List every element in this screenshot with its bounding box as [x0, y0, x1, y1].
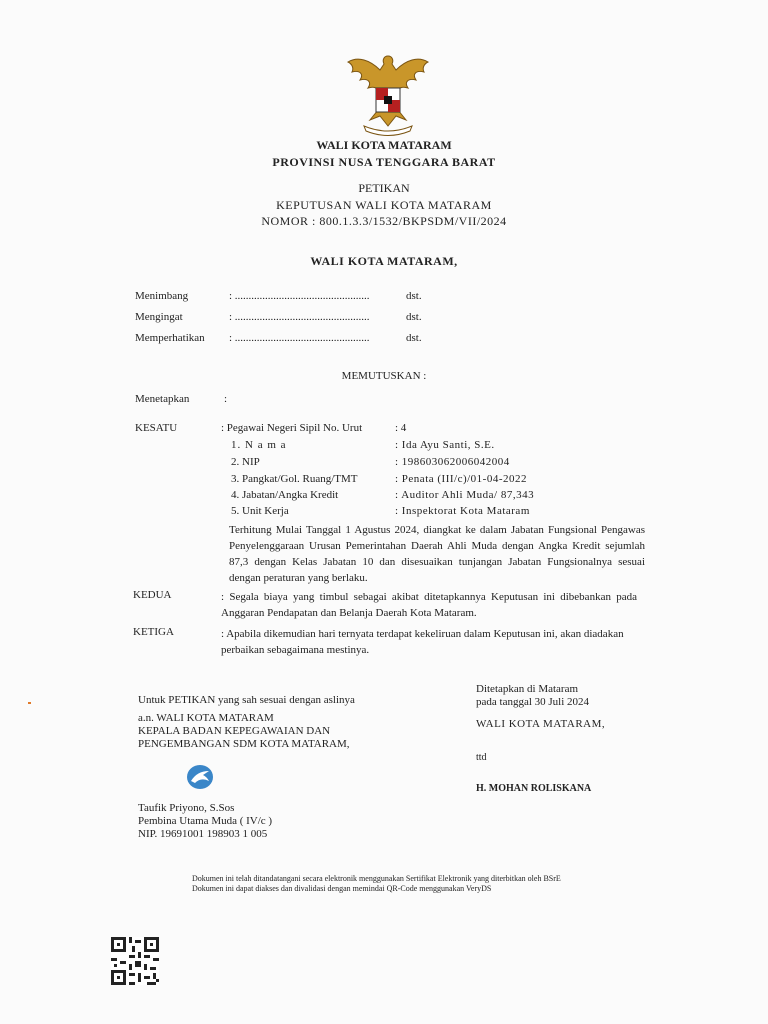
menetapkan-label: Menetapkan: [135, 393, 190, 405]
preamble-dst: dst.: [406, 290, 422, 302]
preamble-dst: dst.: [406, 332, 422, 344]
ketiga-text: : Apabila dikemudian hari ternyata terdapat kekeliruan dalam Keputusan ini, akan diadakan perbaikan sebagaimana mestinya.: [221, 628, 624, 656]
signer-line-3: PENGEMBANGAN SDM KOTA MATARAM,: [138, 738, 350, 750]
petikan-label: PETIKAN: [358, 181, 410, 195]
item-value: : Ida Ayu Santi, S.E.: [395, 439, 495, 451]
item-label: 2. NIP: [231, 456, 260, 468]
kesatu-paragraph: Terhitung Mulai Tanggal 1 Agustus 2024, diangkat ke dalam Jabatan Fungsional Pengawas Penyelenggaraan Urusan Pemerintahan Daerah Ahli Muda dengan Angka Kredit sejumlah 87,3 dengan Kelas Jabatan 10 dan disesuaikan tunjangan Jabatan Fungsionalnya sesuai dengan peraturan yang berlaku.: [229, 524, 645, 584]
preamble-dst: dst.: [406, 311, 422, 323]
bsre-seal-icon: [185, 763, 215, 791]
certification-heading: Untuk PETIKAN yang sah sesuai dengan aslinya: [138, 694, 355, 706]
header-line-2: PROVINSI NUSA TENGGARA BARAT: [272, 155, 496, 169]
footer-note-2: Dokumen ini dapat diakses dan divalidasi dengan memindai QR-Code menggunakan VeryDS: [192, 884, 492, 893]
menetapkan-colon: :: [224, 393, 228, 405]
preamble-dots: : .................................................: [229, 290, 370, 302]
item-label: 4. Jabatan/Angka Kredit: [231, 489, 339, 501]
preamble-label: Menimbang: [135, 290, 189, 302]
kedua-text: : Segala biaya yang timbul sebagai akibat ditetapkannya Keputusan ini dibebankan pada Anggaran Pendapatan dan Belanja Daerah Kota Mataram.: [221, 591, 637, 619]
pns-number: : 4: [395, 422, 407, 434]
decree-title: KEPUTUSAN WALI KOTA MATARAM: [276, 198, 492, 212]
item-value: : Inspektorat Kota Mataram: [395, 505, 530, 517]
subject-title: WALI KOTA MATARAM,: [310, 254, 458, 268]
date-label: pada tanggal 30 Juli 2024: [476, 696, 590, 708]
signer-line-1: a.n. WALI KOTA MATARAM: [138, 712, 274, 724]
signer-rank: Pembina Utama Muda ( IV/c ): [138, 815, 273, 827]
item-value: : 198603062006042004: [395, 456, 510, 468]
item-label: 5. Unit Kerja: [231, 505, 289, 517]
pns-header: : Pegawai Negeri Sipil No. Urut: [221, 422, 363, 434]
item-label: 3. Pangkat/Gol. Ruang/TMT: [231, 473, 358, 485]
qr-code-icon: [111, 937, 159, 985]
ttd-mark: ttd: [476, 752, 487, 763]
ketiga-label: KETIGA: [133, 626, 174, 638]
place-label: Ditetapkan di Mataram: [476, 683, 579, 695]
signer-line-2: KEPALA BADAN KEPEGAWAIAN DAN: [138, 725, 331, 737]
signer-name: Taufik Priyono, S.Sos: [138, 802, 235, 814]
mayor-name: H. MOHAN ROLISKANA: [476, 783, 592, 794]
footer-note-1: Dokumen ini telah ditandatangani secara elektronik menggunakan Sertifikat Elektronik yang diterbitkan oleh BSrE: [192, 874, 561, 883]
item-value: : Auditor Ahli Muda/ 87,343: [395, 489, 535, 501]
kesatu-label: KESATU: [135, 422, 178, 434]
item-value: : Penata (III/c)/01-04-2022: [395, 473, 528, 485]
memutuskan-heading: MEMUTUSKAN :: [341, 370, 427, 382]
preamble-label: Mengingat: [135, 311, 183, 323]
decree-number: NOMOR : 800.1.3.3/1532/BKPSDM/VII/2024: [261, 214, 507, 228]
kedua-label: KEDUA: [133, 589, 172, 601]
garuda-emblem-icon: [340, 50, 436, 136]
mayor-title: WALI KOTA MATARAM,: [476, 718, 606, 730]
preamble-label: Memperhatikan: [135, 332, 205, 344]
signer-nip: NIP. 19691001 198903 1 005: [138, 828, 268, 840]
preamble-dots: : .................................................: [229, 311, 370, 323]
preamble-dots: : .................................................: [229, 332, 370, 344]
header-line-1: WALI KOTA MATARAM: [316, 138, 452, 152]
stray-mark: [28, 702, 31, 704]
item-label: 1. N a m a: [231, 439, 287, 451]
